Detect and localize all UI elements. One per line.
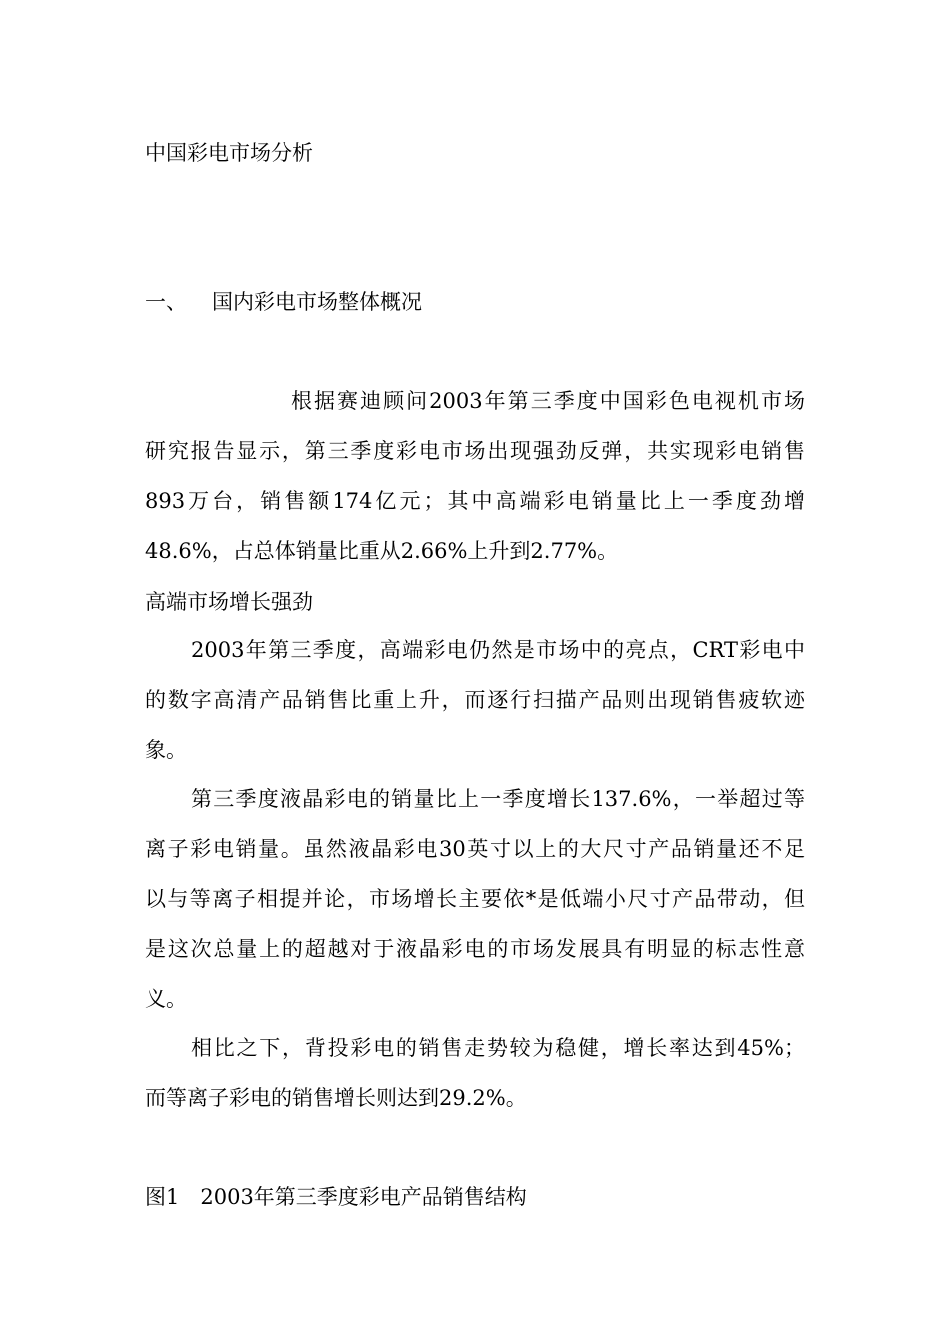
section-number: 一、 (145, 290, 187, 314)
document-title: 中国彩电市场分析 (145, 141, 313, 165)
para4-line-1: 相比之下，背投彩电的销售走势较为稳健，增长率达到45%； (191, 1036, 805, 1060)
para1-line-1: 根据赛迪顾问2003年第三季度中国彩色电视机市场 (291, 389, 805, 413)
para3-line-1: 第三季度液晶彩电的销量比上一季度增长137.6%，一举超过等 (191, 787, 805, 811)
para3-line-2: 离子彩电销量。虽然液晶彩电30英寸以上的大尺寸产品销量还不足 (145, 837, 805, 861)
para3-line-5: 义。 (145, 987, 187, 1011)
para1-line-2: 研究报告显示，第三季度彩电市场出现强劲反弹，共实现彩电销售 (145, 439, 805, 463)
para4-line-2: 而等离子彩电的销售增长则达到29.2%。 (145, 1086, 527, 1110)
figure-caption: 图1 2003年第三季度彩电产品销售结构 (145, 1185, 527, 1209)
subheading: 高端市场增长强劲 (145, 590, 313, 614)
para2-line-3: 象。 (145, 738, 187, 762)
section-title: 国内彩电市场整体概况 (212, 290, 422, 314)
para1-line-4: 48.6%，占总体销量比重从2.66%上升到2.77%。 (145, 539, 619, 563)
para3-line-4: 是这次总量上的超越对于液晶彩电的市场发展具有明显的标志性意 (145, 937, 805, 961)
para2-line-2: 的数字高清产品销售比重上升，而逐行扫描产品则出现销售疲软迹 (145, 688, 805, 712)
para1-line-3: 893万台，销售额174亿元；其中高端彩电销量比上一季度劲增 (145, 489, 805, 513)
para2-line-1: 2003年第三季度，高端彩电仍然是市场中的亮点，CRT彩电中 (191, 638, 805, 662)
para3-line-3: 以与等离子相提并论，市场增长主要依*是低端小尺寸产品带动，但 (145, 887, 805, 911)
